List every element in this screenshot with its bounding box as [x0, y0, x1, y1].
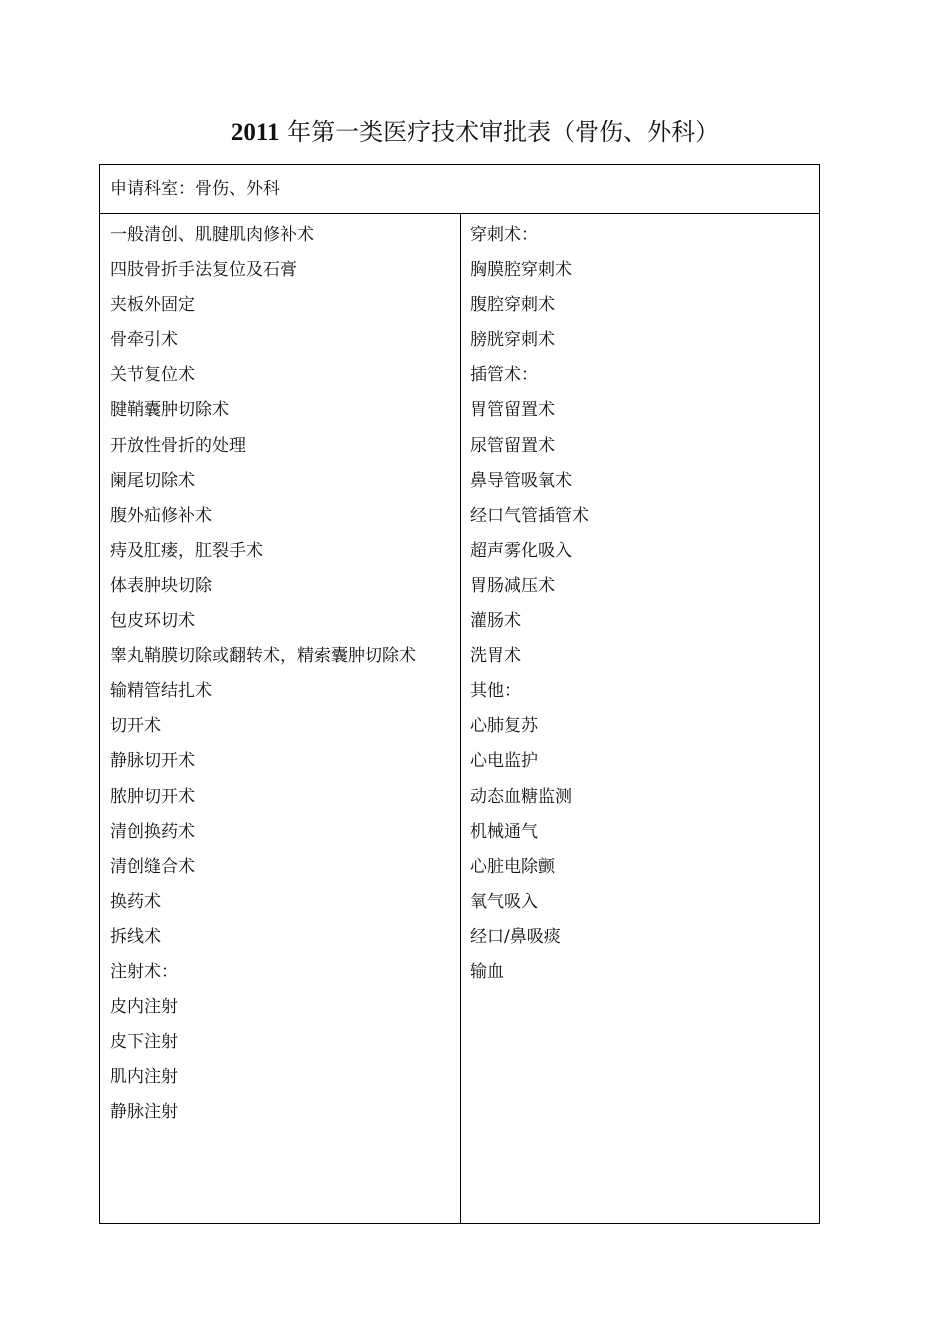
procedure-item: 插管术：: [470, 365, 538, 386]
procedure-item: 输血: [470, 961, 504, 982]
procedure-item: 胸膜腔穿刺术: [470, 260, 572, 281]
column-divider: [460, 214, 461, 1223]
procedure-item: 静脉切开术: [110, 751, 195, 772]
procedure-item: 清创换药术: [110, 821, 195, 842]
dept-row: [100, 165, 819, 214]
title-text: 年第一类医疗技术审批表（骨伤、外科）: [287, 118, 720, 146]
procedure-item: 开放性骨折的处理: [110, 435, 246, 456]
procedure-item: 切开术: [110, 716, 161, 737]
procedure-item: 皮下注射: [110, 1032, 178, 1053]
procedure-item: 洗胃术: [470, 646, 521, 667]
procedure-item: 输精管结扎术: [110, 681, 212, 702]
procedure-item: 腹外疝修补术: [110, 505, 212, 526]
procedure-item: 穿刺术：: [470, 225, 538, 245]
procedure-item: 灌肠术: [470, 611, 521, 632]
procedure-item: 夹板外固定: [110, 295, 195, 316]
procedure-item: 心电监护: [470, 751, 538, 772]
procedure-item: 体表肿块切除: [110, 575, 212, 596]
procedure-item: 氧气吸入: [470, 891, 538, 912]
approval-table: [99, 164, 820, 1224]
title-year: 2011: [230, 119, 280, 146]
procedure-item: 经口/鼻吸痰: [470, 926, 561, 947]
procedure-item: 尿管留置术: [470, 435, 555, 456]
procedure-item: 动态血糖监测: [470, 786, 572, 807]
procedure-item: 超声雾化吸入: [470, 540, 572, 561]
right-procedure-list: [470, 218, 810, 990]
procedure-item: 关节复位术: [110, 365, 195, 386]
procedure-item: 心脏电除颤: [470, 856, 555, 877]
page-title: [0, 114, 950, 151]
procedure-item: 痔及肛瘘，肛裂手术: [110, 540, 263, 561]
procedure-item: 阑尾切除术: [110, 470, 195, 491]
procedure-item: 胃管留置术: [470, 400, 555, 421]
procedure-item: 四肢骨折手法复位及石膏: [110, 260, 297, 281]
procedure-item: 其他：: [470, 681, 521, 702]
procedure-item: 骨牵引术: [110, 330, 178, 351]
procedure-item: 拆线术: [110, 926, 161, 947]
procedure-item: 睾丸鞘膜切除或翻转术，精索囊肿切除术: [110, 646, 416, 667]
procedure-item: 脓肿切开术: [110, 786, 195, 807]
procedure-item: 皮内注射: [110, 997, 178, 1018]
procedure-item: 腱鞘囊肿切除术: [110, 400, 229, 421]
procedure-item: 肌内注射: [110, 1067, 178, 1088]
procedure-item: 心肺复苏: [470, 716, 538, 737]
procedure-item: 换药术: [110, 891, 161, 912]
procedure-item: 鼻导管吸氧术: [470, 470, 572, 491]
procedure-item: 膀胱穿刺术: [470, 330, 555, 351]
dept-label: 申请科室：骨伤、外科: [110, 179, 280, 199]
procedure-item: 包皮环切术: [110, 611, 195, 632]
procedure-item: 注射术：: [110, 961, 178, 982]
procedure-item: 机械通气: [470, 821, 538, 842]
procedure-item: 腹腔穿刺术: [470, 295, 555, 316]
procedure-item: 经口气管插管术: [470, 505, 589, 526]
procedure-item: 静脉注射: [110, 1102, 178, 1123]
left-procedure-list: [110, 218, 458, 1130]
procedure-item: 清创缝合术: [110, 856, 195, 877]
procedure-item: 胃肠减压术: [470, 575, 555, 596]
procedure-item: 一般清创、肌腱肌肉修补术: [110, 225, 314, 245]
